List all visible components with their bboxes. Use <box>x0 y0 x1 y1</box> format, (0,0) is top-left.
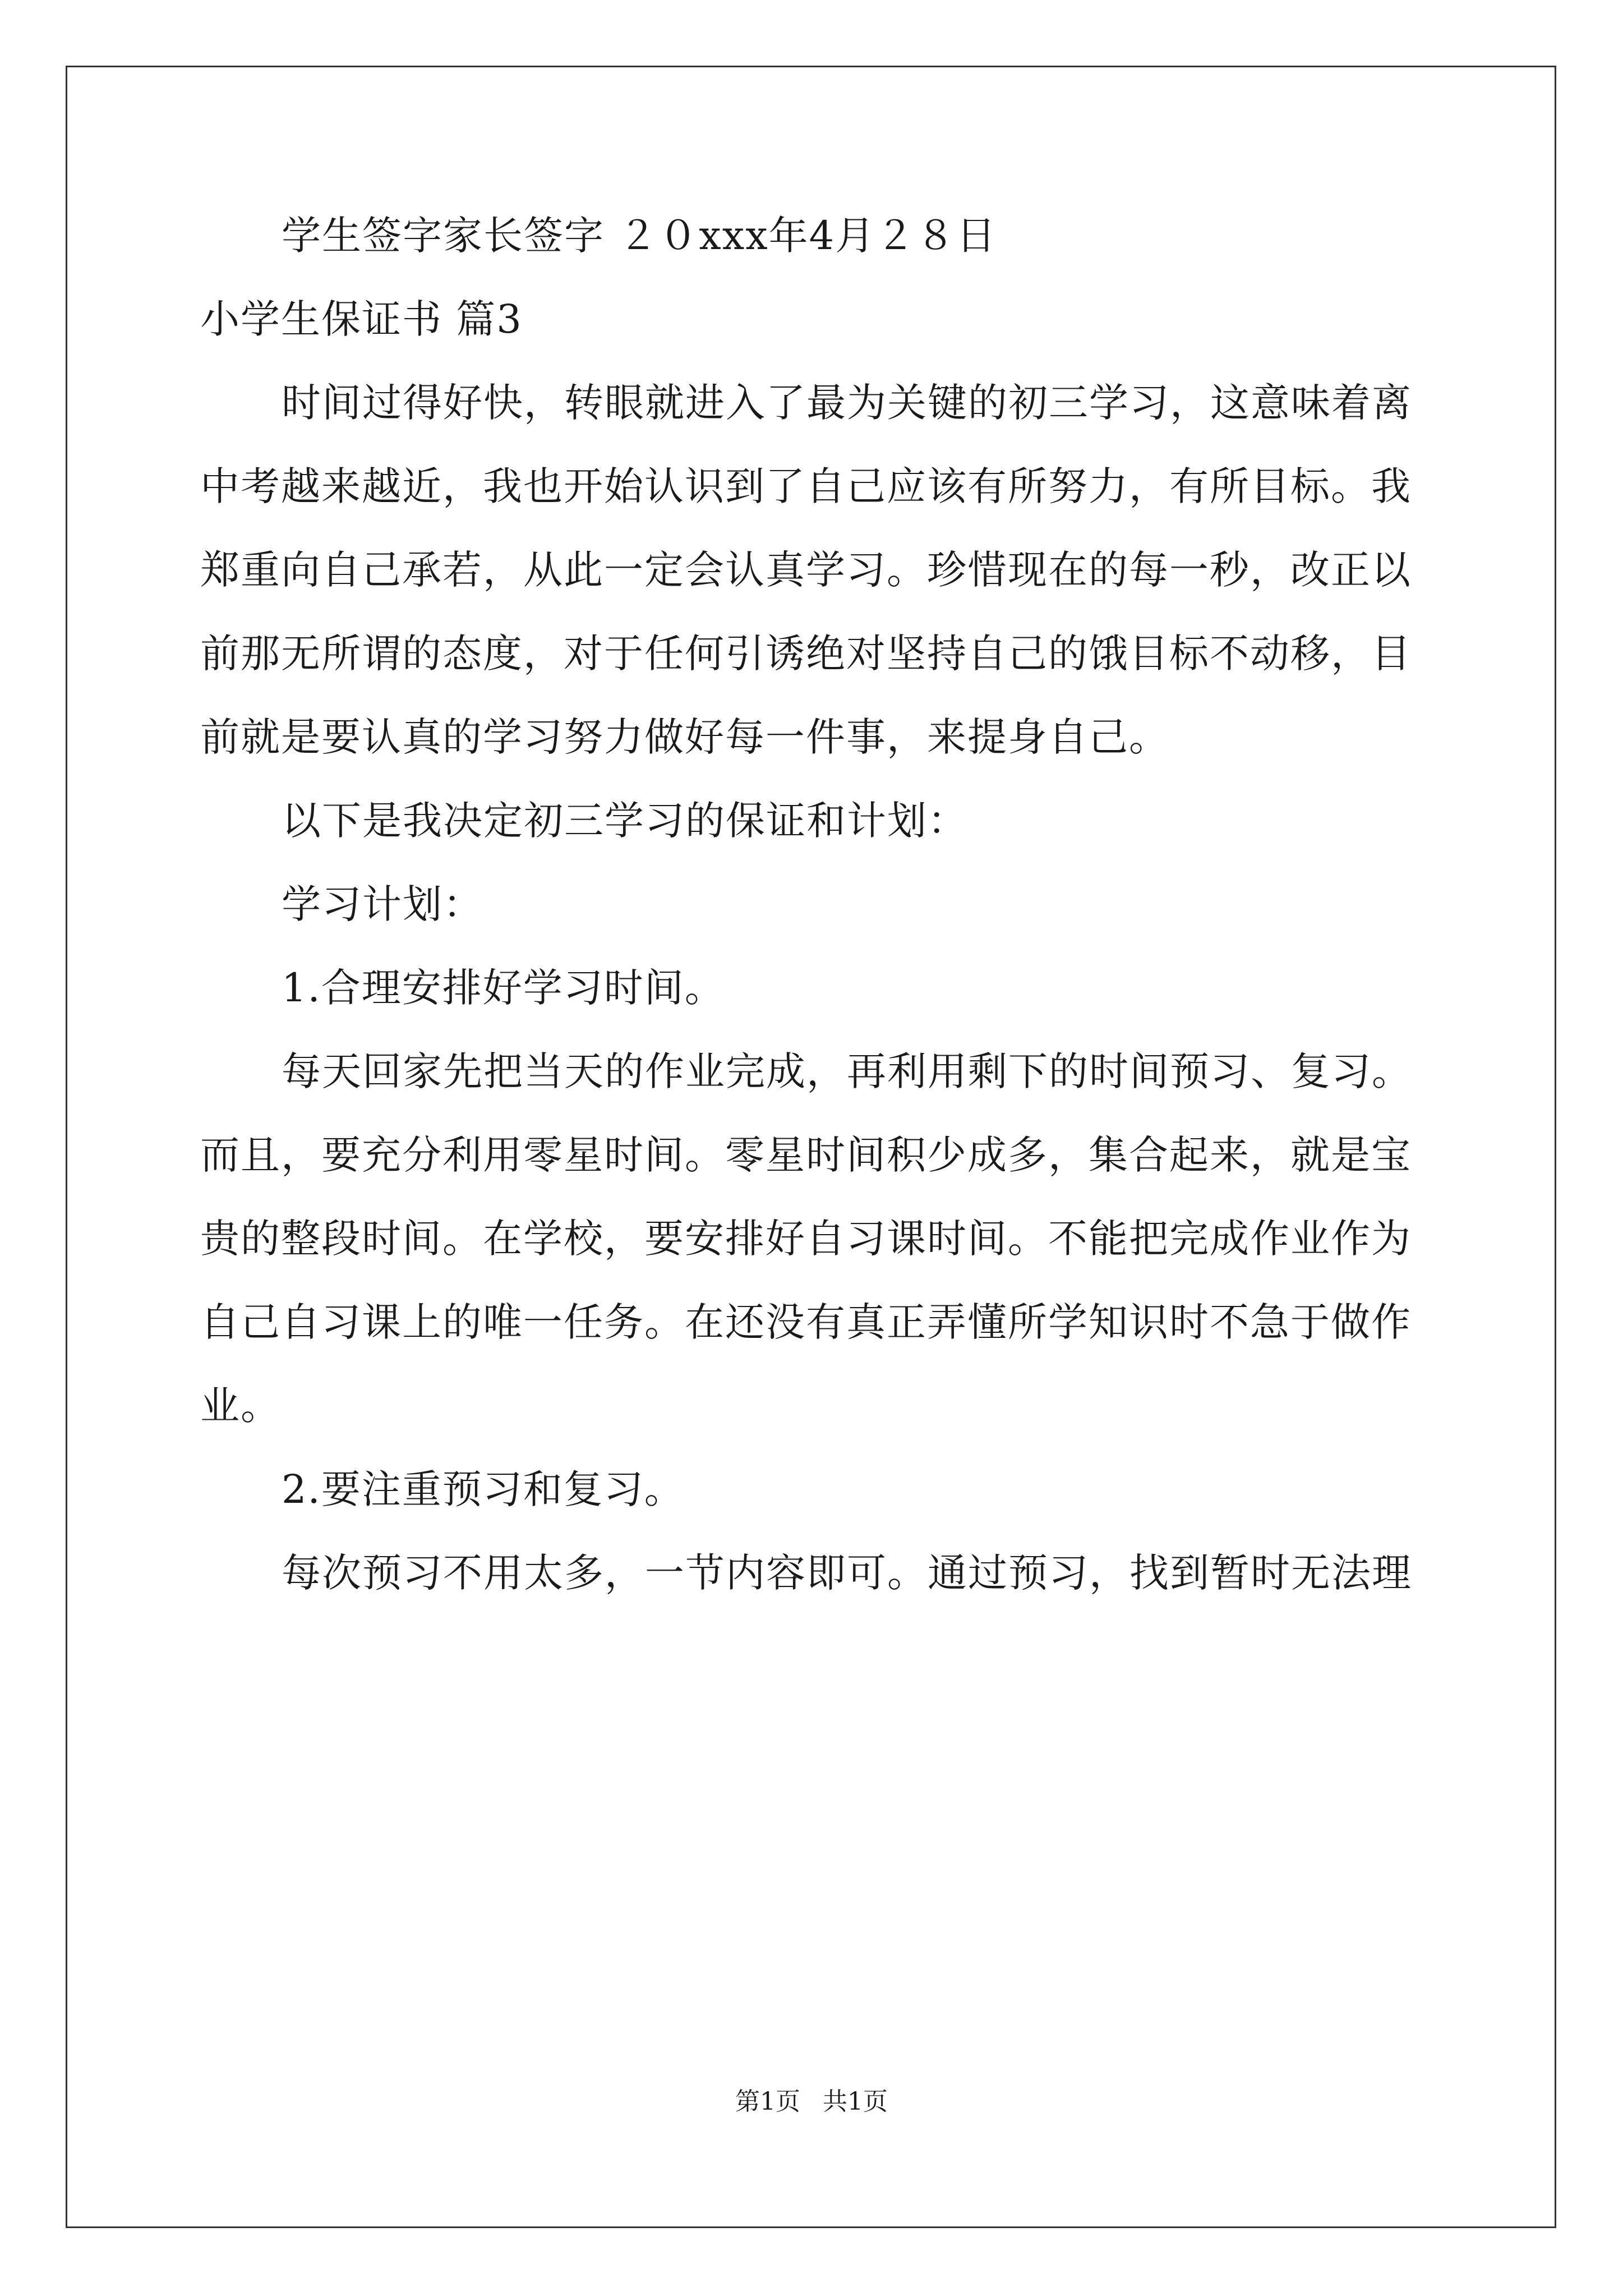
document-body <box>200 213 1423 1634</box>
page-number: 第1页 <box>735 2087 800 2116</box>
paragraph-line: 每天回家先把当天的作业完成，再利用剩下的时间预习、复习。 <box>282 1048 1412 1094</box>
paragraph-line: 前就是要认真的学习努力做好每一件事，来提身自己。 <box>200 714 1169 760</box>
signature-date-line: 学生签字家长签字 ２０xxx年4月２８日 <box>282 213 997 259</box>
paragraph-line: 时间过得好快，转眼就进入了最为关键的初三学习，这意味着离 <box>282 380 1412 426</box>
paragraph-line: 贵的整段时间。在学校，要安排好自习课时间。不能把完成作业作为 <box>200 1216 1412 1262</box>
paragraph-line: 每次预习不用太多，一节内容即可。通过预习，找到暂时无法理 <box>282 1550 1412 1596</box>
paragraph-line: 业。 <box>200 1383 281 1429</box>
plan-item-heading: 1.合理安排好学习时间。 <box>282 965 725 1011</box>
paragraph-line: 郑重向自己承若，从此一定会认真学习。珍惜现在的每一秒，改正以 <box>200 547 1412 593</box>
paragraph-line: 中考越来越近，我也开始认识到了自己应该有所努力，有所目标。我 <box>200 463 1412 509</box>
paragraph-line: 前那无所谓的态度，对于任何引诱绝对坚持自己的饿目标不动移，目 <box>200 631 1412 677</box>
paragraph-line: 以下是我决定初三学习的保证和计划： <box>282 798 968 844</box>
paragraph-line: 自己自习课上的唯一任务。在还没有真正弄懂所学知识时不急于做作 <box>200 1299 1412 1345</box>
section-heading: 小学生保证书 篇3 <box>200 296 523 342</box>
paragraph-line: 而且，要充分利用零星时间。零星时间积少成多，集合起来，就是宝 <box>200 1132 1412 1178</box>
page-footer <box>0 2088 1623 2116</box>
plan-item-heading: 2.要注重预习和复习。 <box>282 1466 685 1512</box>
page-count: 共1页 <box>823 2087 888 2116</box>
plan-heading: 学习计划： <box>282 881 483 927</box>
